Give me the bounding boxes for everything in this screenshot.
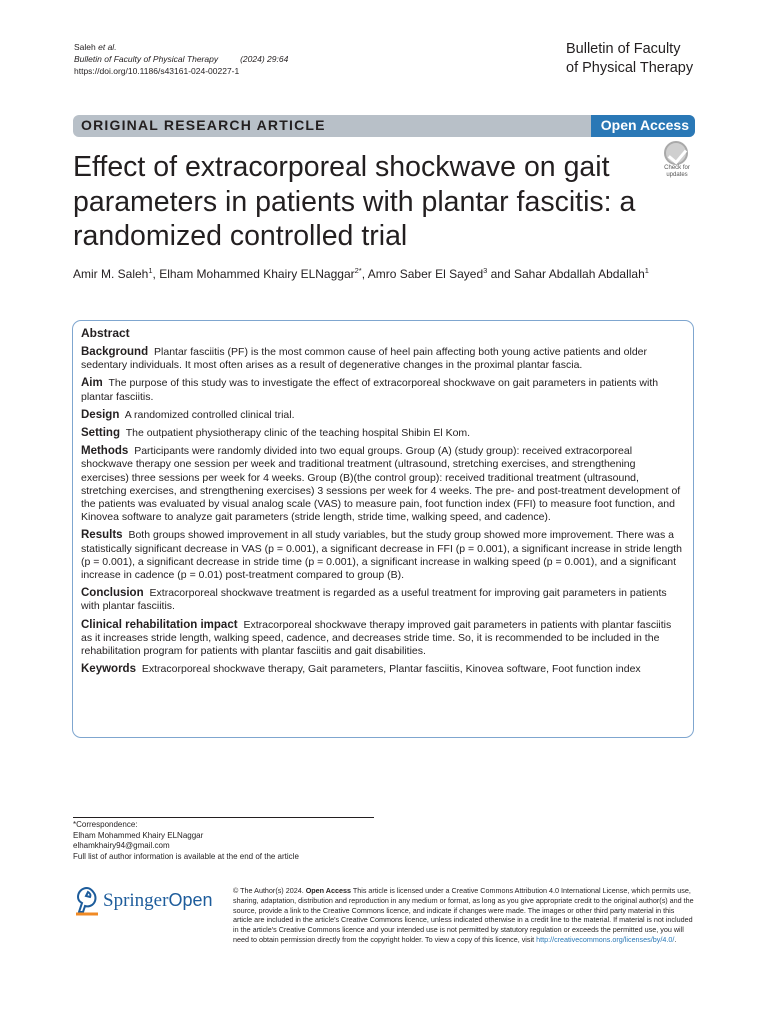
author-affiliation: 1 <box>644 266 649 275</box>
correspondence: *Correspondence: Elham Mohammed Khairy ELNaggar elhamkhairy94@gmail.com Full list of author information is available at the end of the article <box>73 820 299 861</box>
section-label: Design <box>81 408 120 421</box>
footnote-divider <box>73 817 374 818</box>
citation-header <box>74 41 288 77</box>
section-label: Clinical rehabilitation impact <box>81 618 238 631</box>
section-text: Participants were randomly divided into two equal groups. Group (A) (study group): received extracorporeal shockwave therapy one session per week and traditional treatment (ultrasound, stretching exercises, and strengthening exercises) three sessions per week for 4 weeks. Group (B)(the control group): received traditional treatment (ultrasound, stretching exercises, and strengthening exercises) 3 sessions per week for 4 weeks. The pre- and post-treatment development of the patients was evaluated by visual analog scale (VAS) to measure pain, foot function index (FFI) to measure foot function, and Kinovea software to analyze gait parameters (stride length, stride time, walking speed, and cadence). <box>81 445 681 524</box>
abstract-section-methods <box>81 445 685 524</box>
section-label: Methods <box>81 445 129 458</box>
email-link[interactable]: elhamkhairy94@gmail.com <box>73 841 170 850</box>
author-name: Amro Saber El Sayed <box>367 267 484 281</box>
abstract-heading: Abstract <box>81 326 130 340</box>
article-type-banner <box>73 115 695 137</box>
abstract-section-setting <box>81 427 685 440</box>
section-text: Both groups showed improvement in all study variables, but the study group showed more improvement. There was a statistically significant decrease in VAS (p = 0.001), a significant decrease in FFI (p = 0.001), a significant increase in stride length (p = 0.001), a significant decrease in stride time (p = 0.001), a significant increase in walking speed (p = 0.001), and a significant increase in cadence (p = 0.01) post-treatment compared to group (B). <box>81 529 682 582</box>
journal-citation: Bulletin of Faculty of Physical Therapy (2024) 29:64 <box>74 54 289 64</box>
author-name: Sahar Abdallah Abdallah <box>514 267 645 281</box>
author-name: Amir M. Saleh <box>73 267 149 281</box>
abstract-section-aim <box>81 377 685 403</box>
section-text: The purpose of this study was to investigate the effect of extracorporeal shockwave on gait parameters in patients with plantar fasciitis. <box>81 377 659 403</box>
abstract-section-keywords <box>81 663 685 676</box>
license-link[interactable]: http://creativecommons.org/licenses/by/4.0/ <box>536 934 675 944</box>
author-affiliation: 2* <box>354 266 362 275</box>
section-text: The outpatient physiotherapy clinic of the teaching hospital Shibin El Kom. <box>125 427 471 440</box>
article-title: Effect of extracorporeal shockwave on gait parameters in patients with plantar fascitis: a randomized controlled trial <box>73 151 636 252</box>
section-text: Plantar fasciitis (PF) is the most common cause of heel pain affecting both young active patients and older sedentary individuals. It most often arises as a result of degenerative changes in the proximal plantar fascia. <box>81 346 648 372</box>
author-line: Saleh et al. <box>74 42 117 52</box>
license-text: © The Author(s) 2024. Open Access This article is licensed under a Creative Commons Attribution 4.0 International License, which permits use, sharing, adaptation, distribution and reproduction in any medium or format, as long as you give appropriate credit to the original author(s) and the source, provide a link to the Creative Commons licence, and indicate if changes were made. The images or other third party material in this article are included in the article's Creative Commons licence, unless indicated otherwise in a credit line to the material. If material is not included in the article's Creative Commons licence and your intended use is not permitted by statutory regulation or exceeds the permitted use, you will need to obtain permission directly from the copyright holder. To view a copy of this licence, visit http://creativecommons.org/licenses/by/4.0/. <box>233 886 694 944</box>
springer-open-logo[interactable]: SpringerOpen <box>73 885 218 925</box>
section-text: Extracorporeal shockwave treatment is regarded as a useful treatment for improving gait parameters in patients with plantar fasciitis. <box>81 587 667 613</box>
journal-name: Bulletin of Faculty of Physical Therapy <box>566 41 694 76</box>
section-label: Results <box>81 529 123 542</box>
crossmark-icon <box>664 141 688 165</box>
article-type: ORIGINAL RESEARCH ARTICLE <box>81 117 326 133</box>
author-name: Elham Mohammed Khairy ELNaggar <box>159 267 355 281</box>
check-for-updates-button[interactable]: Check for updates <box>658 141 696 181</box>
section-text: Extracorporeal shockwave therapy improved gait parameters in patients with plantar fasciitis as it increases stride length, walking speed, cadence, and decreases stride time. So, it is recommended to be included in the rehabilitation program for patients with plantar fasciitis and gait disabilities. <box>81 618 672 658</box>
abstract-section-background <box>81 346 685 372</box>
section-text: A randomized controlled clinical trial. <box>124 408 295 421</box>
open-access-label: Open Access <box>600 117 689 133</box>
doi-link[interactable]: https://doi.org/10.1186/s43161-024-00227-1 <box>74 66 240 76</box>
section-label: Keywords <box>81 663 136 676</box>
abstract-section-conclusion <box>81 587 685 613</box>
springer-horse-icon <box>73 885 101 919</box>
abstract-section-design <box>81 409 685 422</box>
abstract-section-clinical-rehabilitation-impact <box>81 619 685 659</box>
section-label: Aim <box>81 377 103 390</box>
section-label: Conclusion <box>81 587 144 600</box>
section-label: Setting <box>81 427 120 440</box>
abstract-box <box>72 320 694 738</box>
author-affiliation: 3 <box>483 266 488 275</box>
abstract-section-results <box>81 529 685 582</box>
author-list: Amir M. Saleh$^1$, Elham Mohammed Khairy ELNaggar$^{2*}$, Amro Saber El Sayed$^3$ and Sahar Abdallah Abdallah$^1$ <box>73 266 649 281</box>
author-affiliation: 1 <box>148 266 153 275</box>
section-text: Extracorporeal shockwave therapy, Gait parameters, Plantar fasciitis, Kinovea software, Foot function index <box>141 663 641 676</box>
section-label: Background <box>81 346 149 358</box>
